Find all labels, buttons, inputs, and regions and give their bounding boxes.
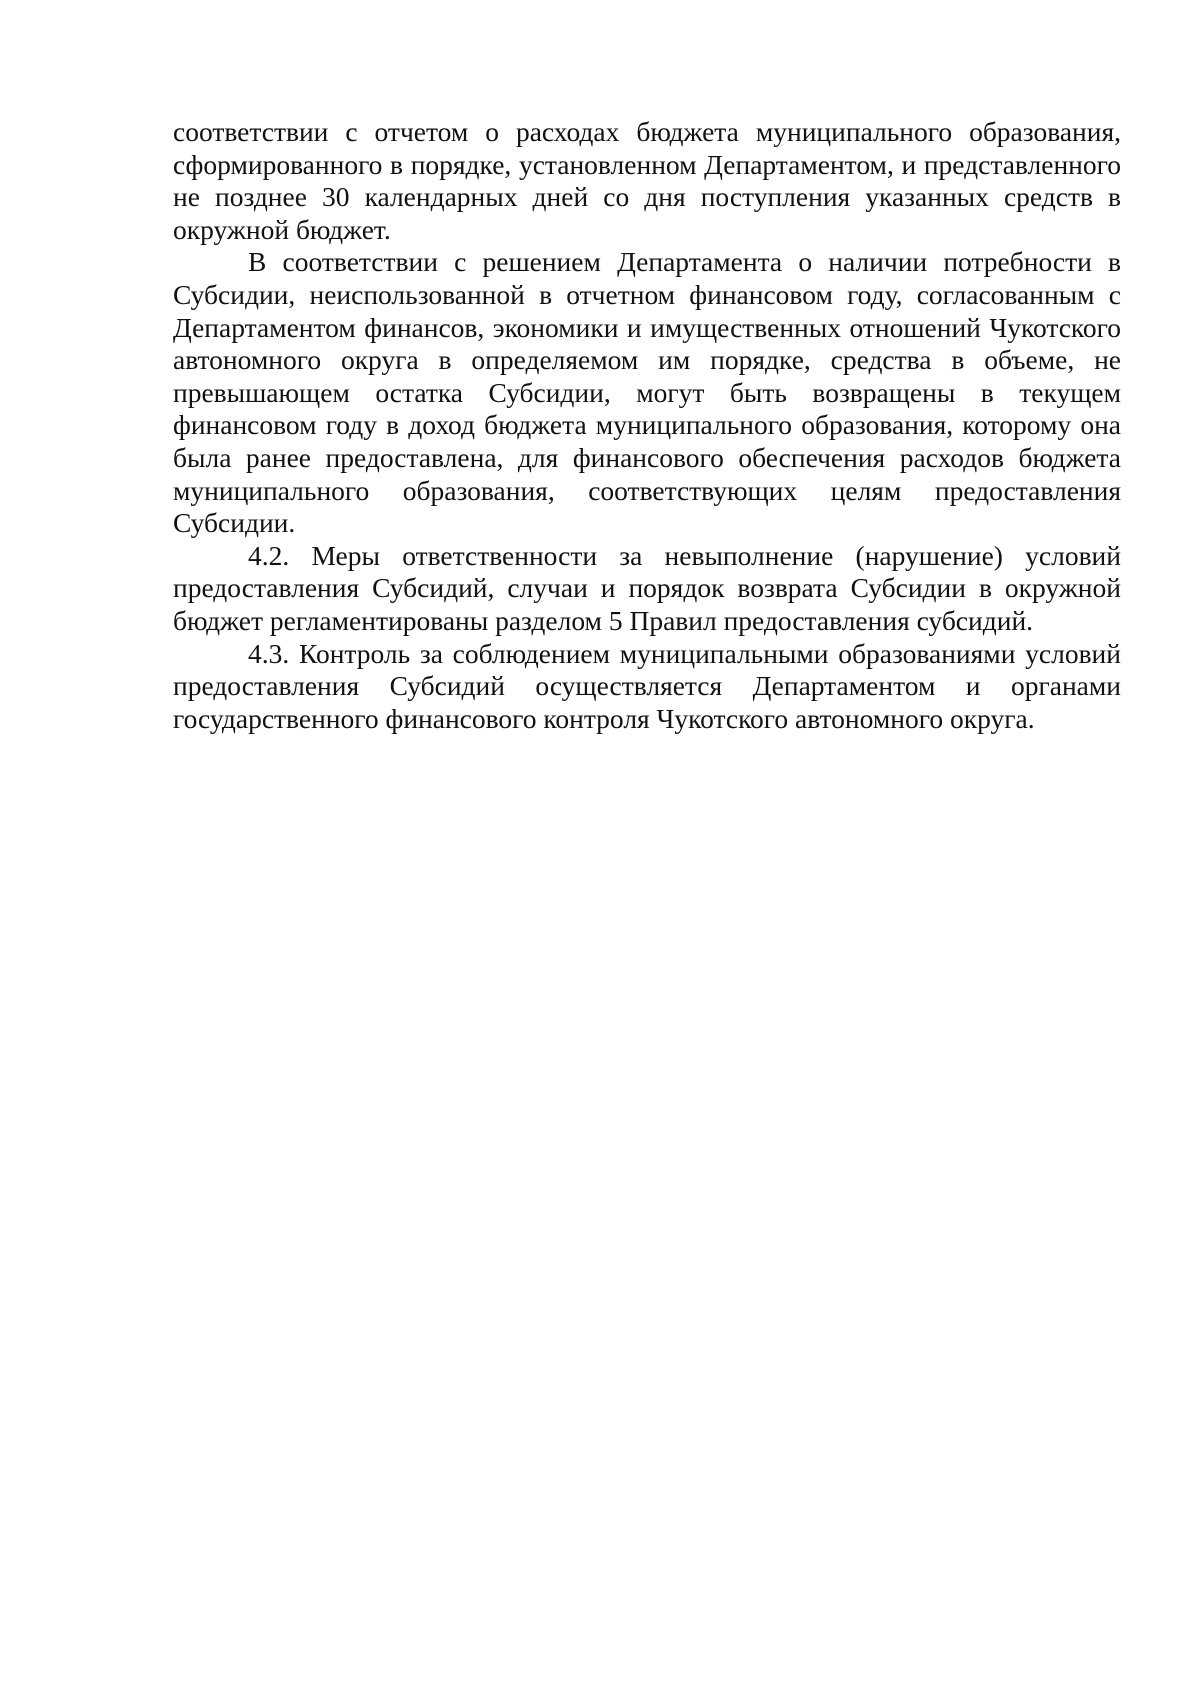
paragraph-subsidy-return: В соответствии с решением Департамента о наличии потребности в Субсидии, неиспользованной в отчетном финансовом году, согласованным с Департаментом финансов, экономики и имущественных отношений Чукотского автономного округа в определяемом им порядке, средства в объеме, не превышающем остатка Субсидии, могут быть возвращены в текущем финансовом году в доход бюджета муниципального образования, которому она была ранее предоставлена, для финансового обеспечения расходов бюджета муниципального образования, соответствующих целям предоставления Субсидии. (173, 246, 1121, 539)
document-body (173, 116, 1121, 735)
paragraph-4-3-control: 4.3. Контроль за соблюдением муниципальными образованиями условий предоставления Субсидий осуществляется Департаментом и органами государственного финансового контроля Чукотского автономного округа. (173, 637, 1121, 734)
paragraph-continuation: соответствии с отчетом о расходах бюджета муниципального образования, сформированного в порядке, установленном Департаментом, и представленного не позднее 30 календарных дней со дня поступления указанных средств в окружной бюджет. (173, 116, 1121, 245)
paragraph-4-2-liability: 4.2. Меры ответственности за невыполнение (нарушение) условий предоставления Субсидий, случаи и порядок возврата Субсидии в окружной бюджет регламентированы разделом 5 Правил предоставления субсидий. (173, 539, 1121, 636)
